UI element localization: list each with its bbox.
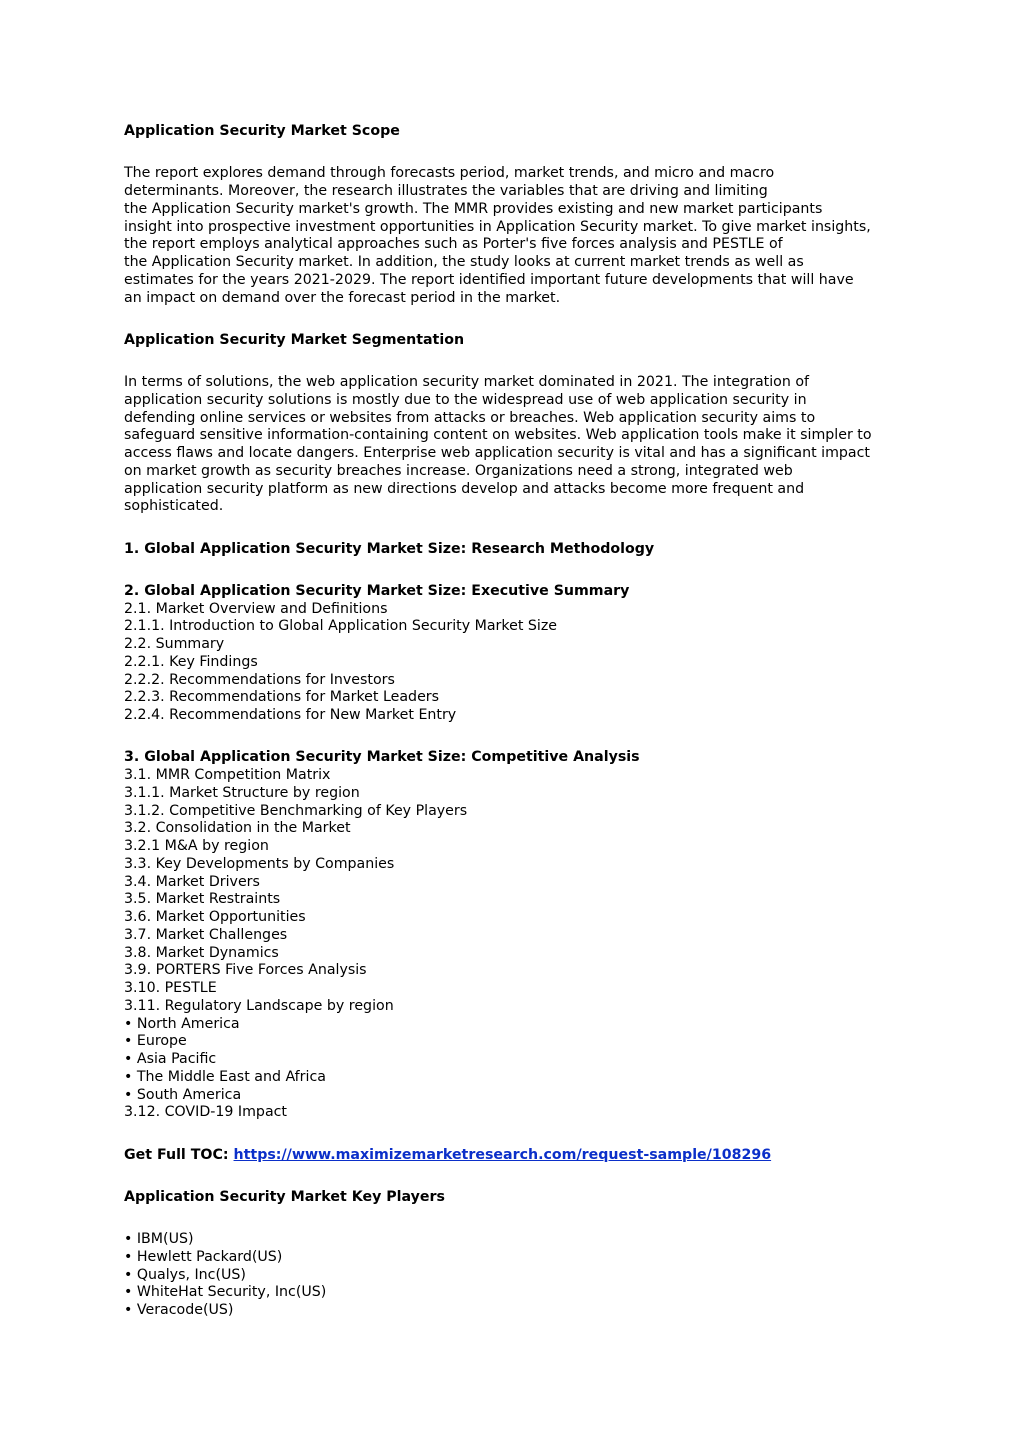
spacer bbox=[124, 307, 914, 332]
region-bullet-item: • Asia Pacific bbox=[124, 1051, 217, 1067]
toc-item: 3.12. COVID-19 Impact bbox=[124, 1104, 287, 1121]
scope-heading: Application Security Market Scope bbox=[124, 123, 400, 139]
document-page bbox=[124, 123, 914, 1320]
region-bullet-item: • South America bbox=[124, 1086, 242, 1103]
segmentation-heading: Application Security Market Segmentation bbox=[124, 331, 465, 348]
toc-item: 2.2.1. Key Findings bbox=[124, 653, 258, 670]
toc-section-2-heading: 2. Global Application Security Market Size: Executive Summary bbox=[124, 582, 630, 599]
toc-item: 3.11. Regulatory Landscape by region bbox=[124, 997, 394, 1014]
toc-item: 3.1. MMR Competition Matrix bbox=[124, 767, 331, 783]
toc-section-3-list bbox=[124, 767, 914, 1122]
toc-item: 3.5. Market Restraints bbox=[124, 891, 281, 908]
toc-item: 2.1.1. Introduction to Global Application Security Market Size bbox=[124, 618, 558, 635]
toc-item: 2.2. Summary bbox=[124, 636, 225, 652]
spacer bbox=[124, 350, 914, 375]
toc-item: 3.9. PORTERS Five Forces Analysis bbox=[124, 962, 367, 979]
spacer bbox=[124, 141, 914, 166]
full-toc-label: Get Full TOC: bbox=[124, 1146, 229, 1163]
full-toc-line bbox=[124, 1147, 914, 1165]
key-player-item: • Veracode(US) bbox=[124, 1302, 234, 1318]
key-player-item: • Qualys, Inc(US) bbox=[124, 1266, 246, 1283]
toc-item: 3.10. PESTLE bbox=[124, 980, 217, 996]
key-player-item: • WhiteHat Security, Inc(US) bbox=[124, 1284, 327, 1301]
toc-item: 2.2.4. Recommendations for New Market Entry bbox=[124, 707, 457, 723]
region-bullet-item: • The Middle East and Africa bbox=[124, 1068, 326, 1085]
toc-item: 3.2. Consolidation in the Market bbox=[124, 820, 351, 837]
region-bullet-item: • North America bbox=[124, 1015, 240, 1032]
key-players-list bbox=[124, 1231, 914, 1320]
toc-section-2-list bbox=[124, 601, 914, 725]
toc-item: 3.6. Market Opportunities bbox=[124, 909, 306, 925]
toc-item: 3.1.2. Competitive Benchmarking of Key Players bbox=[124, 802, 468, 819]
key-player-item: • IBM(US) bbox=[124, 1231, 194, 1247]
region-bullet-item: • Europe bbox=[124, 1033, 187, 1050]
toc-item: 3.3. Key Developments by Companies bbox=[124, 855, 395, 872]
toc-section-1-heading: 1. Global Application Security Market Size: Research Methodology bbox=[124, 540, 655, 557]
toc-item: 3.1.1. Market Structure by region bbox=[124, 784, 360, 801]
spacer bbox=[124, 516, 914, 541]
key-players-heading: Application Security Market Key Players bbox=[124, 1188, 445, 1205]
spacer bbox=[124, 558, 914, 583]
toc-item: 2.2.3. Recommendations for Market Leaders bbox=[124, 689, 440, 706]
spacer bbox=[124, 1164, 914, 1189]
segmentation-paragraph: In terms of solutions, the web application security market dominated in 2021. The integration of application security solutions is mostly due to the widespread use of web application security in defending online services or websites from attacks or breaches. Web application security aims to safeguard sensitive information-containing content on websites. Web application tools make it simpler to access flaws and locate dangers. Enterprise web application security is vital and has a significant impact on market growth as security breaches increase. Organizations need a strong, integrated web application security platform as new directions develop and attacks become more frequent and sophisticated. bbox=[124, 374, 872, 515]
toc-section-3-heading: 3. Global Application Security Market Size: Competitive Analysis bbox=[124, 749, 640, 766]
full-toc-link[interactable]: https://www.maximizemarketresearch.com/request-sample/108296 bbox=[233, 1146, 772, 1163]
scope-paragraph: The report explores demand through forecasts period, market trends, and micro and macro determinants. Moreover, the research illustrates the variables that are driving and limiting the Application Security market's growth. The MMR provides existing and new market participants insight into prospective investment opportunities in Application Security market. To give market insights, the report employs analytical approaches such as Porter's five forces analysis and PESTLE of the Application Security market. In addition, the study looks at current market trends as well as estimates for the years 2021-2029. The report identified important future developments that will have an impact on demand over the forecast period in the market. bbox=[124, 165, 871, 306]
toc-item: 3.2.1 M&A by region bbox=[124, 838, 269, 854]
key-player-item: • Hewlett Packard(US) bbox=[124, 1248, 283, 1265]
toc-item: 2.1. Market Overview and Definitions bbox=[124, 600, 388, 617]
spacer bbox=[124, 725, 914, 750]
toc-item: 3.7. Market Challenges bbox=[124, 926, 288, 943]
toc-item: 2.2.2. Recommendations for Investors bbox=[124, 671, 395, 688]
toc-item: 3.4. Market Drivers bbox=[124, 873, 260, 890]
spacer bbox=[124, 1122, 914, 1147]
toc-item: 3.8. Market Dynamics bbox=[124, 944, 279, 961]
spacer bbox=[124, 1207, 914, 1232]
